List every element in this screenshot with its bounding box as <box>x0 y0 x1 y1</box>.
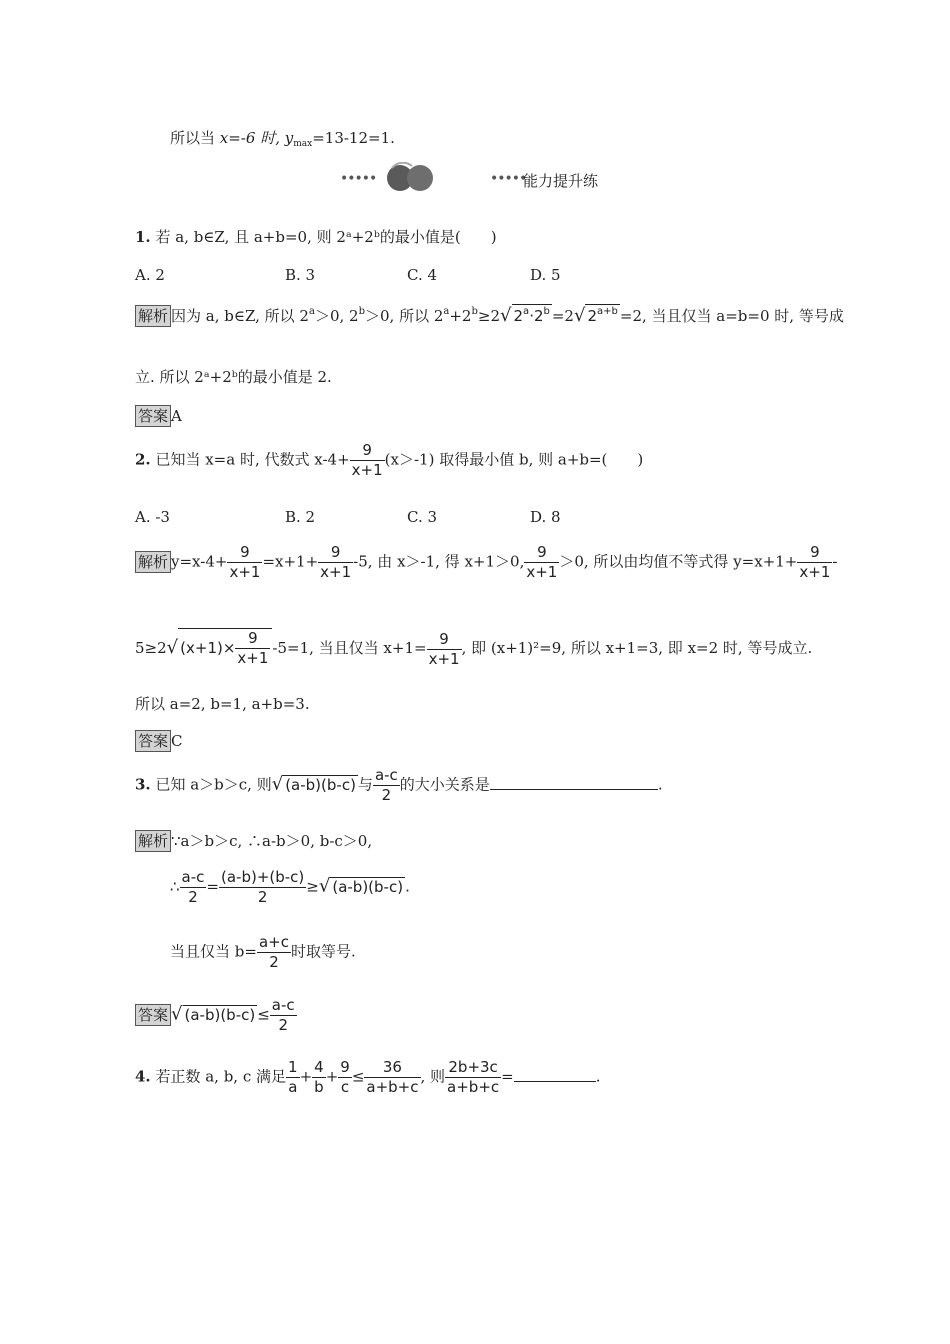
q2-a1-frac1-den: x+1 <box>229 563 261 581</box>
q2-answer-value: C <box>171 732 183 750</box>
q2-analysis-line2 <box>135 628 812 667</box>
q1-a1h: =2 <box>551 307 574 325</box>
q3-answer-le: ≤ <box>257 1005 270 1024</box>
q4-frac5-den: a+b+c <box>447 1078 500 1096</box>
q1-a1d: b <box>358 306 365 317</box>
q2-a1e: - <box>832 552 838 571</box>
q3-answer-frac <box>270 998 297 1033</box>
q2-analysis-line1 <box>135 545 837 580</box>
q1-sqrt1: $2^a\cdot 2^b$ <box>513 306 550 325</box>
q4-frac3-den: c <box>340 1078 350 1096</box>
intro-x: x=-6 时, <box>219 129 285 147</box>
q1-analysis-tag: 解析 <box>135 305 171 327</box>
q2-a1-frac4-den: x+1 <box>799 563 831 581</box>
q2-sqrt-radical-icon: √ <box>166 637 179 658</box>
q2-frac-den: x+1 <box>351 461 383 479</box>
q3-analysis-line3 <box>170 935 356 970</box>
q3-a2-end: . <box>405 877 410 896</box>
q2-analysis-line3: 所以 a=2, b=1, a+b=3. <box>135 695 310 713</box>
q1-answer-tag: 答案 <box>135 405 171 427</box>
q2-option-c: C. 3 <box>407 508 438 526</box>
q2-stem-frac <box>350 443 385 478</box>
q1-a1b-2: a <box>443 306 450 317</box>
q2-answer <box>135 734 183 749</box>
q3-analysis-tag: 解析 <box>135 830 171 852</box>
q2-a2-frac-den: x+1 <box>428 649 460 668</box>
section-dots-right: ••••• <box>490 171 527 187</box>
q2-option-b: B. 2 <box>285 508 316 526</box>
q1-sqrt1-radical-icon: √ <box>500 305 512 326</box>
q4-frac4 <box>364 1060 420 1095</box>
q2-a2c: , 即 (x+1)²=9, 所以 x+1=3, 即 x=2 时, 等号成立. <box>461 639 813 657</box>
q4-frac5-num: 2b+3c <box>445 1060 501 1078</box>
q3-a3b: 时取等号. <box>290 942 356 961</box>
q4-frac4-den: a+b+c <box>366 1078 419 1096</box>
q3-analysis-line2: ∴ $\frac{a-c}{2}$ = $\frac{(a-b)+(b-c)}{2}$ ≥√ (a-b)(b-c) . <box>170 868 410 906</box>
q2-a2-frac-num: 9 <box>427 632 462 650</box>
q2-a2b: -5=1, 当且仅当 x+1= <box>272 639 427 657</box>
q1-stem <box>135 230 497 245</box>
section-dots-left: ••••• <box>340 171 377 187</box>
q4-le: ≤ <box>351 1067 365 1086</box>
q3-stem-frac-num: a-c <box>374 766 398 784</box>
q2-stem-b: (x＞-1) 取得最小值 b, 则 a+b=( ) <box>384 450 644 469</box>
q1-a1i: =2, 当且仅当 a=b=0 时, 等号成 <box>619 307 844 325</box>
q2-analysis-tag: 解析 <box>135 551 171 573</box>
q3-stem-frac <box>373 768 400 803</box>
section-header <box>340 162 640 192</box>
q2-stem-a: 已知当 x=a 时, 代数式 x-4+ <box>155 450 350 469</box>
section-badge-icon <box>382 162 440 192</box>
q2-a1b: =x+1+ <box>262 552 319 571</box>
q4-stem <box>135 1060 601 1095</box>
q4-stem-a: 若正数 a, b, c 满足 <box>155 1067 287 1086</box>
q3-a3-frac-den: 2 <box>269 953 279 971</box>
q1-a1g: ≥2 <box>477 307 501 325</box>
q1-a1e: ＞0, 所以 2 <box>364 307 444 325</box>
q4-plus1: + <box>299 1067 313 1086</box>
q3-stem-radical-icon: √ <box>271 773 284 795</box>
q1-option-c: C. 4 <box>407 266 438 284</box>
q3-stem-a: 已知 a＞b＞c, 则 <box>155 775 272 794</box>
q4-stem-b: , 则 <box>420 1067 446 1086</box>
q1-a1f: +2 <box>449 307 472 325</box>
q4-frac1-num: 1 <box>288 1058 298 1076</box>
intro-ymax-sub: max <box>293 139 313 149</box>
q3-answer-frac-num: a-c <box>271 996 295 1014</box>
q3-number: 3. <box>135 775 151 794</box>
q3-a2-frac2 <box>219 870 306 905</box>
q1-answer <box>135 409 182 424</box>
q4-frac1-den: a <box>288 1078 298 1096</box>
q4-frac4-num: 36 <box>364 1060 420 1078</box>
q2-option-d: D. 8 <box>530 508 561 526</box>
q2-sqrt-frac-num: 9 <box>235 631 270 649</box>
q2-a1-frac1-num: 9 <box>227 545 262 563</box>
q3-answer-tag: 答案 <box>135 1004 171 1026</box>
q2-a2-frac <box>427 629 462 668</box>
q3-stem <box>135 768 663 803</box>
q2-answer-tag: 答案 <box>135 730 171 752</box>
q2-a1-frac1 <box>227 545 262 580</box>
q4-frac3 <box>338 1060 352 1095</box>
q3-answer-blank[interactable] <box>490 775 658 790</box>
q4-frac1 <box>286 1060 300 1095</box>
q3-a2-frac1-den: 2 <box>188 888 198 906</box>
q4-number: 4. <box>135 1067 151 1086</box>
q3-a2-ge: ≥ <box>306 877 319 896</box>
intro-ymax-expr: =13-12=1. <box>312 129 395 147</box>
q1-analysis-line1 <box>135 304 844 325</box>
q2-a1c: -5, 由 x＞-1, 得 x+1＞0, <box>353 552 525 571</box>
q3-answer <box>135 998 297 1033</box>
q1-answer-value: A <box>171 407 182 425</box>
q2-a1-frac3 <box>524 545 559 580</box>
section-title: 能力提升练 <box>523 172 599 190</box>
q4-frac2-den: b <box>314 1078 324 1096</box>
q3-a2-sqrt: (a-b)(b-c) <box>332 877 404 896</box>
q2-sqrt-frac <box>235 631 270 666</box>
q2-option-a: A. -3 <box>135 508 170 526</box>
q3-a2-frac1-num: a-c <box>181 868 205 886</box>
q3-a2-frac2-num: (a-b)+(b-c) <box>220 868 305 886</box>
q2-sqrt-expr: (x+1)× <box>180 639 236 657</box>
q3-stem-c: 的大小关系是 <box>399 775 490 794</box>
q2-sqrt-frac-den: x+1 <box>237 649 269 667</box>
q2-frac-num: 9 <box>350 443 385 461</box>
q1-analysis-line2: 立. 所以 2ᵃ+2ᵇ的最小值是 2. <box>135 368 332 386</box>
q2-a1-frac2 <box>318 545 353 580</box>
q4-plus2: + <box>325 1067 339 1086</box>
q3-answer-frac-den: 2 <box>278 1016 288 1034</box>
q1-sqrt2-radical-icon: √ <box>573 305 586 326</box>
q3-stem-frac-den: 2 <box>381 786 392 804</box>
q3-answer-radical-icon: √ <box>171 1003 183 1025</box>
q3-a1: ∵a＞b＞c, ∴a-b＞0, b-c＞0, <box>171 832 373 850</box>
q2-stem <box>135 443 643 478</box>
q3-answer-sqrt: (a-b)(b-c) <box>184 1005 256 1024</box>
q1-a1c: ＞0, 2 <box>314 307 359 325</box>
q3-a3-frac-num: a+c <box>258 933 289 951</box>
intro-y: y <box>284 129 294 147</box>
q3-a2-radical-icon: √ <box>318 875 331 897</box>
q3-stem-sqrt: (a-b)(b-c) <box>285 775 356 794</box>
q4-stem-end: . <box>595 1067 601 1086</box>
q2-a1-frac2-num: 9 <box>318 545 353 563</box>
q2-a1-frac4-num: 9 <box>797 545 832 563</box>
q4-frac5 <box>445 1060 501 1095</box>
q1-number: 1. <box>135 228 151 246</box>
q2-a1-frac3-num: 9 <box>524 545 559 563</box>
q3-a3a: 当且仅当 b= <box>170 942 257 961</box>
q4-answer-blank[interactable] <box>514 1067 596 1082</box>
q1-option-b: B. 3 <box>285 266 316 284</box>
q1-a1d-2: b <box>471 306 478 317</box>
q2-a2a: 5≥2 <box>135 639 167 657</box>
q4-frac3-num: 9 <box>340 1058 350 1076</box>
q2-a1-frac4 <box>797 545 832 580</box>
q1-option-d: D. 5 <box>530 266 561 284</box>
q3-stem-b: 与 <box>357 775 373 794</box>
intro-line <box>170 131 395 149</box>
q3-a2-frac2-den: 2 <box>257 888 268 906</box>
q1-a1b: a <box>308 306 315 317</box>
q2-a1a: y=x-4+ <box>171 552 228 571</box>
q4-stem-c: = <box>501 1067 514 1086</box>
q3-a2-therefore: ∴ <box>170 877 180 896</box>
q1-option-a: A. 2 <box>135 266 165 284</box>
q4-frac2 <box>312 1060 326 1095</box>
intro-text: 所以当 <box>170 129 220 147</box>
q2-number: 2. <box>135 450 151 469</box>
q3-a2-frac1 <box>180 870 207 905</box>
q3-analysis-line1 <box>135 834 372 849</box>
q2-a1d: ＞0, 所以由均值不等式得 y=x+1+ <box>559 552 798 571</box>
q1-a1a: 因为 a, b∈Z, 所以 2 <box>171 307 309 325</box>
q1-sqrt2: $2^{a+b}$ <box>587 306 618 325</box>
q2-a1-frac3-den: x+1 <box>526 563 558 581</box>
q2-sqrt <box>178 628 272 666</box>
q1-stem-text: 若 a, b∈Z, 且 a+b=0, 则 2ᵃ+2ᵇ的最小值是( ) <box>155 228 497 246</box>
q3-stem-end: . <box>657 775 663 794</box>
q2-a1-frac2-den: x+1 <box>320 563 352 581</box>
q3-a3-frac <box>257 935 291 970</box>
q4-frac2-num: 4 <box>314 1058 324 1076</box>
